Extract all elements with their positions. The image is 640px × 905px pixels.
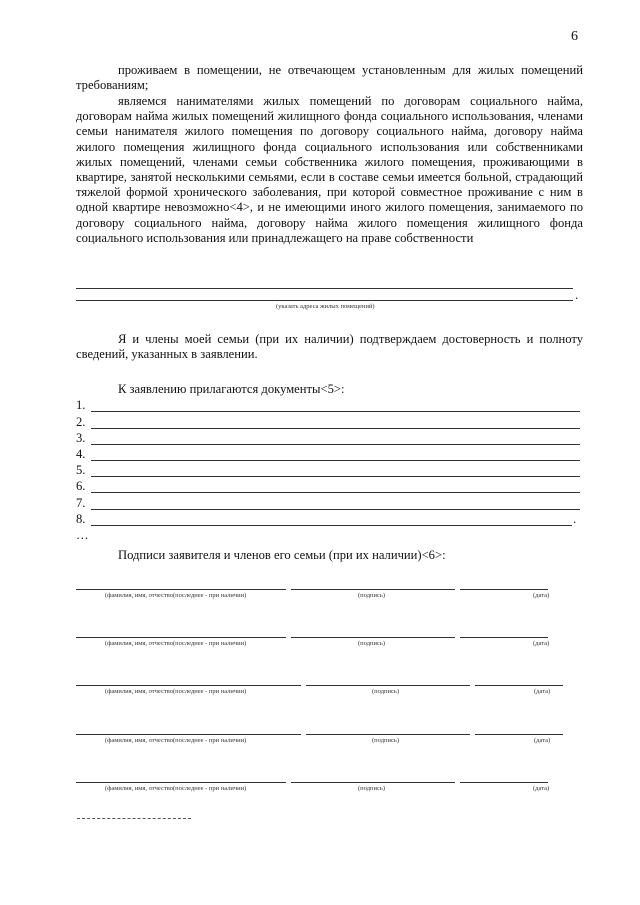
signature-sign-line[interactable] — [291, 637, 455, 638]
signature-name-caption: (фамилия, имя, отчество(последнее - при наличии) — [105, 785, 247, 792]
paragraph-inadequate-housing: проживаем в помещении, не отвечающем установленным для жилых помещений требованиям; — [76, 63, 583, 93]
attachment-number: 4. — [76, 447, 86, 461]
signature-date-line[interactable] — [460, 782, 548, 783]
signature-date-caption: (дата) — [533, 592, 550, 599]
attachment-row-7[interactable] — [76, 496, 580, 511]
attachment-number: 6. — [76, 479, 86, 493]
signature-date-line[interactable] — [460, 589, 548, 590]
footnote-separator — [77, 818, 191, 819]
signature-name-line[interactable] — [76, 685, 301, 686]
paragraph-confirmation: Я и члены моей семьи (при их наличии) подтверждаем достоверность и полноту сведений, указанных в заявлении. — [76, 332, 583, 362]
signature-date-line[interactable] — [475, 734, 563, 735]
attachments-end-period: . — [573, 511, 577, 526]
signatures-title: Подписи заявителя и членов его семьи (при их наличии)<6>: — [118, 548, 446, 562]
signature-sign-line[interactable] — [306, 734, 470, 735]
attachment-line[interactable] — [91, 460, 580, 461]
signature-name-caption: (фамилия, имя, отчество(последнее - при наличии) — [105, 737, 247, 744]
page-number: 6 — [571, 29, 578, 44]
attachment-line[interactable] — [91, 476, 580, 477]
attachment-row-3[interactable] — [76, 431, 580, 446]
attachment-line[interactable] — [91, 492, 580, 493]
attachment-number: 5. — [76, 463, 86, 477]
signature-date-caption: (дата) — [534, 688, 551, 695]
signature-name-line[interactable] — [76, 782, 286, 783]
attachment-row-6[interactable] — [76, 479, 580, 494]
signature-sign-line[interactable] — [306, 685, 470, 686]
attachment-number: 8. — [76, 512, 86, 526]
attachment-number: 3. — [76, 431, 86, 445]
signature-sign-caption: (подпись) — [358, 592, 385, 599]
signature-sign-caption: (подпись) — [372, 737, 399, 744]
signature-name-line[interactable] — [76, 734, 301, 735]
address-line-2[interactable] — [76, 300, 573, 301]
attachment-row-8[interactable] — [76, 512, 572, 527]
signature-sign-line[interactable] — [291, 782, 455, 783]
attachments-title: К заявлению прилагаются документы<5>: — [118, 382, 345, 396]
address-caption: (указать адреса жилых помещений) — [276, 303, 375, 310]
signature-sign-caption: (подпись) — [358, 785, 385, 792]
signature-name-caption: (фамилия, имя, отчество(последнее - при наличии) — [105, 640, 247, 647]
attachment-row-5[interactable] — [76, 463, 580, 478]
signature-sign-line[interactable] — [291, 589, 455, 590]
signature-name-line[interactable] — [76, 589, 286, 590]
attachment-row-1[interactable] — [76, 398, 580, 413]
address-end-period: . — [575, 287, 579, 302]
attachment-number: 2. — [76, 415, 86, 429]
signature-name-caption: (фамилия, имя, отчество(последнее - при наличии) — [105, 688, 247, 695]
signature-date-caption: (дата) — [533, 640, 550, 647]
attachment-line[interactable] — [91, 444, 580, 445]
signature-sign-caption: (подпись) — [358, 640, 385, 647]
attachment-number: 7. — [76, 496, 86, 510]
signature-date-line[interactable] — [460, 637, 548, 638]
attachment-line[interactable] — [91, 509, 580, 510]
attachment-row-2[interactable] — [76, 415, 580, 430]
attachment-row-4[interactable] — [76, 447, 580, 462]
signature-date-caption: (дата) — [534, 737, 551, 744]
signature-name-line[interactable] — [76, 637, 286, 638]
signature-name-caption: (фамилия, имя, отчество(последнее - при наличии) — [105, 592, 247, 599]
address-line-1[interactable] — [76, 288, 573, 289]
attachment-line[interactable] — [91, 411, 580, 412]
attachment-line[interactable] — [91, 525, 572, 526]
paragraph-tenants: являемся нанимателями жилых помещений по договорам социального найма, договорам найма жилых помещений жилищного фонда социального использования, членами семьи нанимателя жилого помещения по договору социального найма, договору найма жилого помещения жилищного фонда социального использования или собственниками жилых помещений, членами семьи собственника жилого помещения, проживающими в квартире, занятой несколькими семьями, если в составе семьи имеется больной, страдающий тяжелой формой хронического заболевания, при которой совместное проживание с ним в одной квартире невозможно<4>, и не имеющими иного жилого помещения, занимаемого по договору социального найма, договору найма жилого помещения жилищного фонда социального использования или принадлежащего на праве собственности — [76, 94, 583, 245]
signature-sign-caption: (подпись) — [372, 688, 399, 695]
attachments-ellipsis: … — [76, 528, 89, 542]
signature-date-caption: (дата) — [533, 785, 550, 792]
attachment-line[interactable] — [91, 428, 580, 429]
attachment-number: 1. — [76, 398, 86, 412]
signature-date-line[interactable] — [475, 685, 563, 686]
